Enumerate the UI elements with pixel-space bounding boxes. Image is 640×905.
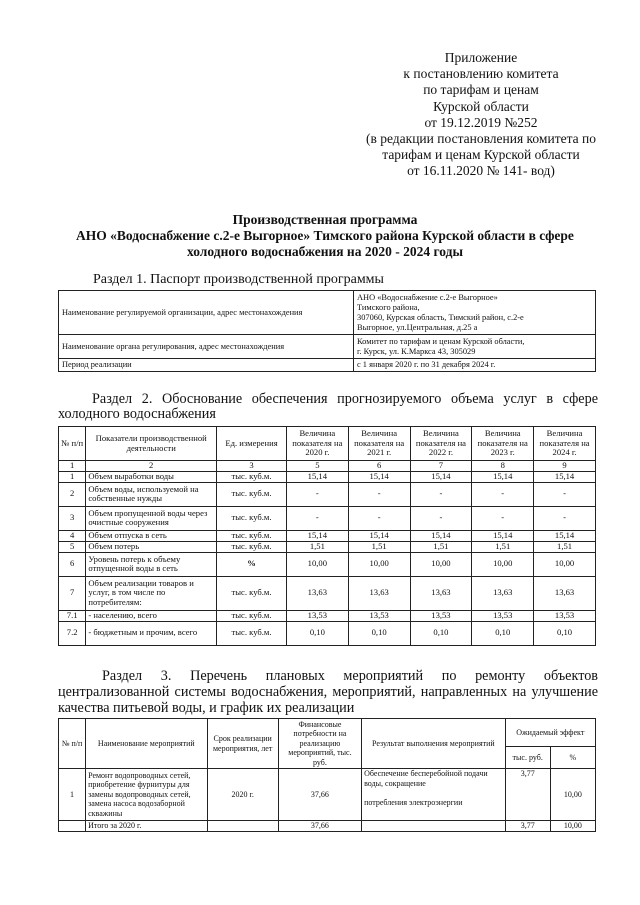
table-header-row (59, 719, 596, 747)
value-line: с 1 января 2020 г. по 31 декабря 2024 г. (357, 360, 496, 369)
passport-label: Период реализации (59, 359, 354, 372)
header-line: (в редакции постановления комитета по (365, 131, 596, 147)
unit: тыс. куб.м. (217, 506, 287, 530)
indicator-name: Объем отпуска в сеть (86, 530, 217, 541)
value-cell: 10,00 (286, 552, 348, 576)
col-header: Ед. измерения (217, 427, 287, 461)
value-cell: 15,14 (286, 530, 348, 541)
value-cell: 1,51 (410, 541, 472, 552)
table-row (59, 482, 596, 506)
table-header-row (59, 427, 596, 461)
value-cell: 13,63 (410, 576, 472, 610)
header-line: по тарифам и ценам (423, 82, 539, 98)
value-cell: 13,53 (410, 610, 472, 621)
value-cell: 13,63 (348, 576, 410, 610)
value-cell: - (286, 506, 348, 530)
header-line: от 16.11.2020 № 141- вод) (407, 163, 555, 179)
col-number: 7 (410, 461, 472, 472)
header-line: Курской области (433, 98, 529, 114)
passport-table (58, 290, 596, 372)
row-number: 3 (59, 506, 86, 530)
value-cell: - (472, 506, 534, 530)
unit: тыс. куб.м. (217, 610, 287, 621)
value-cell: 15,14 (472, 471, 534, 482)
value-cell: 0,10 (348, 621, 410, 645)
value-cell: 13,53 (534, 610, 596, 621)
unit: тыс. куб.м. (217, 621, 287, 645)
col-header: № п/п (59, 719, 86, 769)
value-cell: 15,14 (472, 530, 534, 541)
value-cell: - (410, 506, 472, 530)
value-cell: 1,51 (534, 541, 596, 552)
value-cell: 13,53 (348, 610, 410, 621)
col-header: Ожидаемый эффект (505, 719, 595, 747)
value-cell: - (410, 482, 472, 506)
value-cell: 10,00 (348, 552, 410, 576)
col-number: 9 (534, 461, 596, 472)
document-title (40, 212, 610, 260)
col-number: 8 (472, 461, 534, 472)
col-header: Наименование мероприятий (86, 719, 207, 769)
value-cell: 13,53 (472, 610, 534, 621)
total-effect-rub: 3,77 (505, 821, 550, 832)
measures-table (58, 718, 596, 832)
row-number: 5 (59, 541, 86, 552)
col-header: Величина показателя на 2021 г. (348, 427, 410, 461)
value-cell: - (348, 482, 410, 506)
unit: тыс. куб.м. (217, 541, 287, 552)
table-row (59, 541, 596, 552)
value-cell: 0,10 (410, 621, 472, 645)
value-cell: - (348, 506, 410, 530)
value-cell: - (286, 482, 348, 506)
col-number: 5 (286, 461, 348, 472)
row-number: 6 (59, 552, 86, 576)
passport-value (354, 291, 596, 335)
col-header: Величина показателя на 2023 г. (472, 427, 534, 461)
value-cell: 1,51 (286, 541, 348, 552)
value-cell: 15,14 (286, 471, 348, 482)
row-number: 7 (59, 576, 86, 610)
value-cell: 0,10 (534, 621, 596, 645)
value-line: Тимского района, (357, 302, 420, 312)
unit: тыс. куб.м. (217, 471, 287, 482)
col-header: % (550, 747, 595, 769)
value-cell: - (534, 482, 596, 506)
table-row (59, 576, 596, 610)
value-cell: 15,14 (410, 471, 472, 482)
unit: % (217, 552, 287, 576)
value-cell: 10,00 (410, 552, 472, 576)
table-row (59, 291, 596, 335)
col-number: 2 (86, 461, 217, 472)
table-row (59, 506, 596, 530)
table-row (59, 461, 596, 472)
col-number: 6 (348, 461, 410, 472)
indicator-name: Объем выработки воды (86, 471, 217, 482)
row-number: 7.1 (59, 610, 86, 621)
unit: тыс. куб.м. (217, 530, 287, 541)
value-cell: 0,10 (472, 621, 534, 645)
table-row (59, 621, 596, 645)
measure-name: Ремонт водопроводных сетей, приобретение фурнитуры для замены водопроводных сетей, замена насоса водозаборной скважины (86, 769, 207, 821)
measure-finance: 37,66 (278, 769, 361, 821)
empty-cell (59, 821, 86, 832)
value-cell: 13,63 (286, 576, 348, 610)
col-header: Результат выполнения мероприятий (362, 719, 506, 769)
value-cell: 13,53 (286, 610, 348, 621)
approval-header (356, 50, 606, 180)
result-line: Обеспечение бесперебойной подачи воды, сокращение (364, 769, 488, 788)
col-header: Величина показателя на 2022 г. (410, 427, 472, 461)
title-line: АНО «Водоснабжение с.2-е Выгорное» Тимского района Курской области в сфере (76, 228, 574, 243)
value-line: Выгорное, ул.Центральная, д.25 а (357, 322, 478, 332)
row-number: 1 (59, 769, 86, 821)
production-indicators-table (58, 426, 596, 646)
indicator-name: Уровень потерь к объему отпущенной воды в сеть (86, 552, 217, 576)
table-row (59, 359, 596, 372)
col-number: 3 (217, 461, 287, 472)
table-row (59, 335, 596, 359)
value-line: г. Курск, ул. К.Маркса 43, 305029 (357, 346, 476, 356)
row-number: 2 (59, 482, 86, 506)
table-row (59, 610, 596, 621)
value-cell: 15,14 (348, 471, 410, 482)
value-line: 307060, Курская область, Тимский район, с.2-е (357, 312, 524, 322)
row-number: 4 (59, 530, 86, 541)
total-label: Итого за 2020 г. (86, 821, 207, 832)
header-line: от 19.12.2019 №252 (424, 114, 538, 130)
measure-term: 2020 г. (207, 769, 278, 821)
table-row (59, 821, 596, 832)
effect-rub: 3,77 (505, 769, 550, 821)
indicator-name: Объем пропущенной воды через очистные сооружения (86, 506, 217, 530)
value-cell: 0,10 (286, 621, 348, 645)
value-cell: 1,51 (348, 541, 410, 552)
value-line: Комитет по тарифам и ценам Курской области, (357, 336, 525, 346)
value-cell: 1,51 (472, 541, 534, 552)
indicator-name: - населению, всего (86, 610, 217, 621)
value-line: АНО «Водоснабжение с.2-е Выгорное» (357, 292, 498, 302)
unit: тыс. куб.м. (217, 482, 287, 506)
empty-cell (362, 821, 506, 832)
title-line: холодного водоснабжения на 2020 - 2024 годы (187, 244, 463, 259)
value-cell: 10,00 (534, 552, 596, 576)
col-header: Финансовые потребности на реализацию мероприятий, тыс. руб. (278, 719, 361, 769)
passport-label: Наименование регулируемой организации, адрес местонахождения (59, 291, 354, 335)
value-cell: 13,63 (472, 576, 534, 610)
col-header: Величина показателя на 2020 г. (286, 427, 348, 461)
section2-heading: Раздел 2. Обоснование обеспечения прогнозируемого объема услуг в сфере холодного водоснабжения (58, 391, 598, 422)
title-line: Производственная программа (232, 212, 418, 227)
col-header: № п/п (59, 427, 86, 461)
indicator-name: Объем реализации товаров и услуг, в том числе по потребителям: (86, 576, 217, 610)
total-finance: 37,66 (278, 821, 361, 832)
value-cell: 15,14 (348, 530, 410, 541)
section1-heading: Раздел 1. Паспорт производственной программы (93, 272, 384, 287)
row-number: 1 (59, 471, 86, 482)
measure-result (362, 769, 506, 821)
table-row (59, 769, 596, 821)
result-line: потребления электроэнергии (364, 798, 463, 808)
col-header: Величина показателя на 2024 г. (534, 427, 596, 461)
header-line: к постановлению комитета (403, 66, 559, 82)
value-cell: - (534, 506, 596, 530)
value-cell: 10,00 (472, 552, 534, 576)
row-number: 7.2 (59, 621, 86, 645)
value-cell: 15,14 (410, 530, 472, 541)
col-header: тыс. руб. (505, 747, 550, 769)
indicator-name: - бюджетным и прочим, всего (86, 621, 217, 645)
passport-label: Наименование органа регулирования, адрес местонахождения (59, 335, 354, 359)
value-cell: - (472, 482, 534, 506)
col-header: Срок реализации мероприятия, лет (207, 719, 278, 769)
indicator-name: Объем воды, используемой на собственные нужды (86, 482, 217, 506)
table-row (59, 471, 596, 482)
value-cell: 15,14 (534, 530, 596, 541)
table-row (59, 552, 596, 576)
table-row (59, 530, 596, 541)
passport-value (354, 335, 596, 359)
col-number: 1 (59, 461, 86, 472)
total-effect-pct: 10,00 (550, 821, 595, 832)
section3-heading: Раздел 3. Перечень плановых мероприятий по ремонту объектов централизованной системы водоснабжения, мероприятий, направленных на улучшение качества питьевой воды, и график их реализации (58, 668, 598, 716)
empty-cell (207, 821, 278, 832)
passport-value (354, 359, 596, 372)
effect-pct: 10,00 (550, 769, 595, 821)
header-line: тарифам и ценам Курской области (382, 147, 580, 163)
value-cell: 13,63 (534, 576, 596, 610)
col-header: Показатели производственной деятельности (86, 427, 217, 461)
indicator-name: Объем потерь (86, 541, 217, 552)
header-line: Приложение (444, 50, 518, 65)
value-cell: 15,14 (534, 471, 596, 482)
unit: тыс. куб.м. (217, 576, 287, 610)
